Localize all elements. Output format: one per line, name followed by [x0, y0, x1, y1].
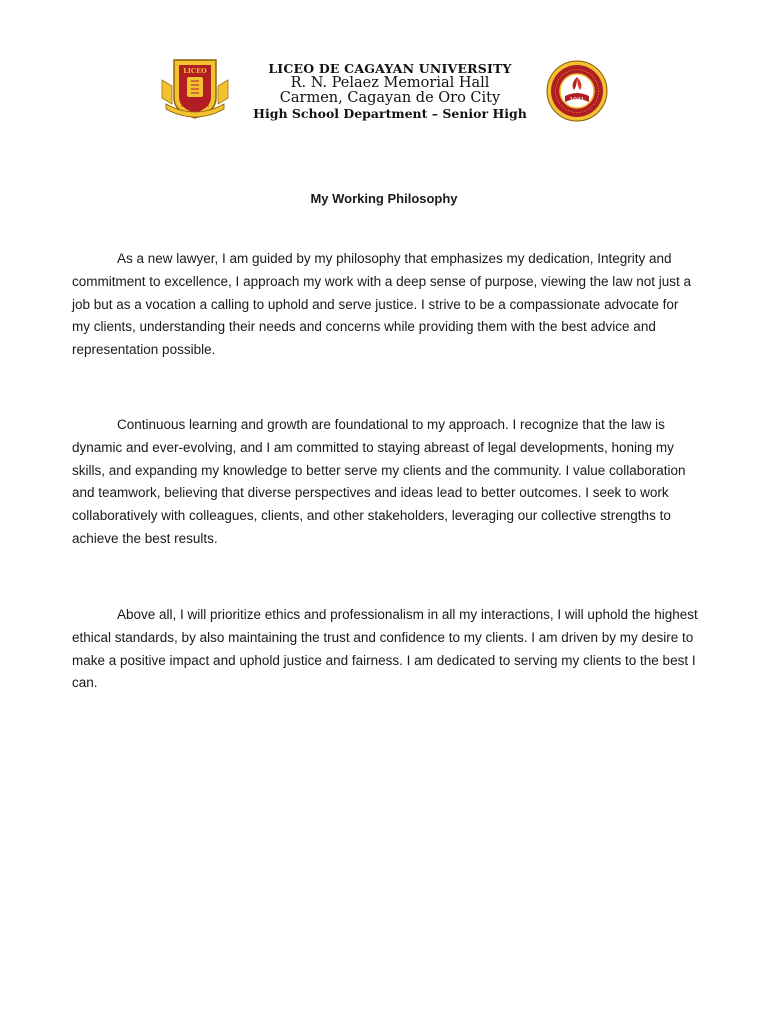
paragraph: Continuous learning and growth are foundational to my approach. I recognize that the law is dynamic and ever-evolving, and I am committed to staying abreast of legal developments, honing my skills, and expanding my knowledge to better serve my clients and the community. I value collaboration and teamwork, believing that diverse perspectives and ideas lead to better outcomes. I seek to work collaboratively with colleagues, clients, and other stakeholders, leveraging our collective strengths to achieve the best results. [72, 417, 686, 546]
hall-name: R. N. Pelaez Memorial Hall [290, 75, 490, 91]
university-name: LICEO DE CAGAYAN UNIVERSITY [268, 61, 512, 76]
paragraph: As a new lawyer, I am guided by my philosophy that emphasizes my dedication, Integrity and commitment to excellence, I approach my work with a deep sense of purpose, viewing the law not just a job but as a vocation a calling to uphold and serve justice. I strive to be a compassionate advocate for my clients, understanding their needs and concerns while providing them with the best advice and representation possible. [72, 251, 692, 358]
university-seal-icon [160, 58, 230, 120]
paragraph: Above all, I will prioritize ethics and professionalism in all my interactions, I will uphold the highest ethical standards, by also maintaining the trust and confidence to my clients. I am driven by my desire to make a positive impact and uphold justice and fairness. I am dedicated to serving my clients to the best I can. [72, 607, 698, 691]
letterhead [158, 56, 614, 124]
department-name: High School Department – Senior High [253, 106, 527, 121]
letterhead-text [240, 62, 540, 121]
page-title: My Working Philosophy [310, 191, 458, 206]
university-location: Carmen, Cagayan de Oro City [279, 90, 501, 106]
department-seal-icon [543, 60, 611, 122]
svg-text:LICEO: LICEO [183, 67, 207, 75]
svg-text:1981: 1981 [569, 97, 585, 104]
